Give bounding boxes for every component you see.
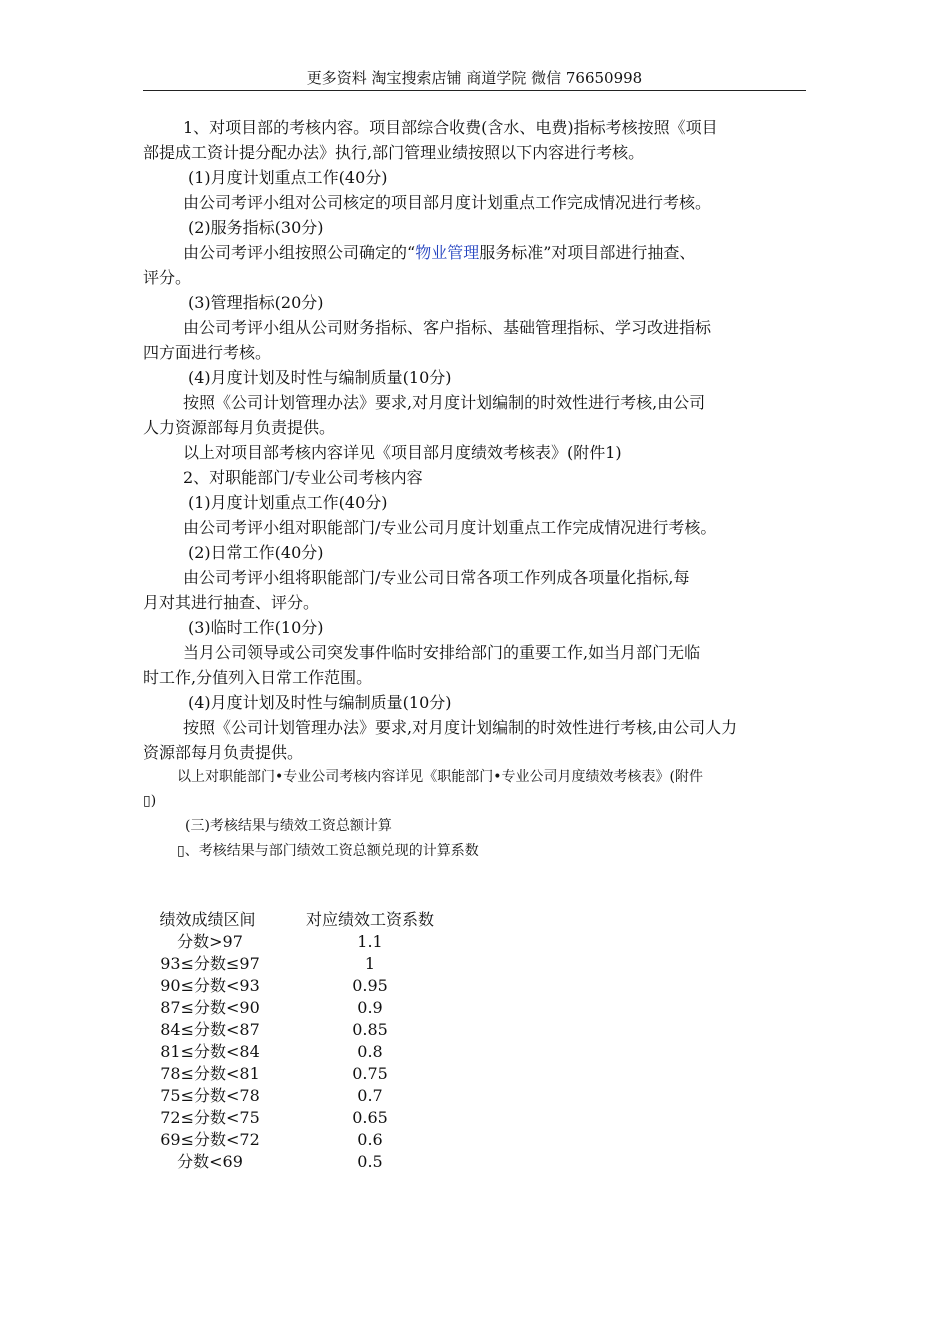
page-header: 更多资料 淘宝搜索店铺 商道学院 微信 76650998 <box>143 67 806 91</box>
project-reference: 以上对项目部考核内容详见《项目部月度绩效考核表》(附件1) <box>183 443 622 462</box>
table-cell-coefficient: 0.6 <box>357 1130 383 1149</box>
section-4-line-2: 人力资源部每月负责提供。 <box>143 418 336 437</box>
item-3-line-2: 时工作,分值列入日常工作范围。 <box>143 668 373 687</box>
table-cell-coefficient: 1 <box>364 954 376 973</box>
table-cell-range: 69≤分数<72 <box>160 1130 260 1149</box>
section-1-text: 由公司考评小组对公司核定的项目部月度计划重点工作完成情况进行考核。 <box>183 193 712 212</box>
department-reference-line-2: ▯) <box>143 793 157 809</box>
item-1-text: 由公司考评小组对职能部门/专业公司月度计划重点工作完成情况进行考核。 <box>183 518 717 537</box>
item-2-title: (2)日常工作(40分) <box>188 543 324 562</box>
section-4-title: (4)月度计划及时性与编制质量(10分) <box>188 368 452 387</box>
item-3-line-1: 当月公司领导或公司突发事件临时安排给部门的重要工作,如当月部门无临 <box>183 643 701 662</box>
paragraph-1-line-2: 部提成工资计提分配办法》执行,部门管理业绩按照以下内容进行考核。 <box>143 143 645 162</box>
section-2-text-b: 服务标准”对项目部进行抽查、 <box>479 243 696 262</box>
table-header-range: 绩效成绩区间 <box>159 910 256 929</box>
table-cell-range: 84≤分数<87 <box>160 1020 260 1039</box>
item-4-line-1: 按照《公司计划管理办法》要求,对月度计划编制的时效性进行考核,由公司人力 <box>183 718 738 737</box>
table-cell-coefficient: 0.7 <box>357 1086 383 1105</box>
table-cell-range: 分数>97 <box>177 932 243 951</box>
table-cell-coefficient: 0.85 <box>352 1020 388 1039</box>
item-2-line-1: 由公司考评小组将职能部门/专业公司日常各项工作列成各项量化指标,每 <box>183 568 690 587</box>
section-2-line-1 <box>183 243 695 263</box>
table-header-coefficient: 对应绩效工资系数 <box>305 910 434 929</box>
paragraph-1-line-1: 1、对项目部的考核内容。项目部综合收费(含水、电费)指标考核按照《项目 <box>183 118 718 137</box>
department-reference-line-1: 以上对职能部门•专业公司考核内容详见《职能部门•专业公司月度绩效考核表》(附件 <box>177 769 703 785</box>
section-2-line-2: 评分。 <box>143 268 192 287</box>
table-cell-range: 78≤分数<81 <box>160 1064 260 1083</box>
coefficient-subheading: ▯、考核结果与部门绩效工资总额兑现的计算系数 <box>177 843 479 859</box>
item-3-title: (3)临时工作(10分) <box>188 618 324 637</box>
section-3-title: (3)管理指标(20分) <box>188 293 324 312</box>
table-cell-coefficient: 0.65 <box>352 1108 388 1127</box>
item-2-line-2: 月对其进行抽查、评分。 <box>143 593 320 612</box>
table-cell-range: 87≤分数<90 <box>160 998 260 1017</box>
table-cell-range: 72≤分数<75 <box>160 1108 260 1127</box>
section-3-heading: (三)考核结果与绩效工资总额计算 <box>185 818 392 834</box>
table-cell-range: 75≤分数<78 <box>160 1086 260 1105</box>
table-cell-coefficient: 0.95 <box>352 976 388 995</box>
section-2-title: (2)服务指标(30分) <box>188 218 324 237</box>
section-2-text-a: 由公司考评小组按照公司确定的“ <box>183 243 416 262</box>
item-1-title: (1)月度计划重点工作(40分) <box>188 493 388 512</box>
table-cell-range: 分数<69 <box>177 1152 243 1171</box>
item-4-title: (4)月度计划及时性与编制质量(10分) <box>188 693 452 712</box>
section-4-line-1: 按照《公司计划管理办法》要求,对月度计划编制的时效性进行考核,由公司 <box>183 393 706 412</box>
table-cell-range: 90≤分数<93 <box>160 976 260 995</box>
table-cell-coefficient: 0.75 <box>352 1064 388 1083</box>
table-cell-coefficient: 0.9 <box>357 998 383 1017</box>
table-cell-range: 93≤分数≤97 <box>160 954 260 973</box>
table-cell-coefficient: 0.5 <box>357 1152 383 1171</box>
table-cell-range: 81≤分数<84 <box>160 1042 260 1061</box>
section-3-line-2: 四方面进行考核。 <box>143 343 272 362</box>
property-management-link[interactable]: 物业管理 <box>415 243 480 262</box>
table-cell-coefficient: 0.8 <box>357 1042 383 1061</box>
item-4-line-2: 资源部每月负责提供。 <box>143 743 304 762</box>
table-cell-coefficient: 1.1 <box>357 932 383 951</box>
section-1-title: (1)月度计划重点工作(40分) <box>188 168 388 187</box>
section-3-line-1: 由公司考评小组从公司财务指标、客户指标、基础管理指标、学习改进指标 <box>183 318 712 337</box>
paragraph-2-title: 2、对职能部门/专业公司考核内容 <box>183 468 423 487</box>
